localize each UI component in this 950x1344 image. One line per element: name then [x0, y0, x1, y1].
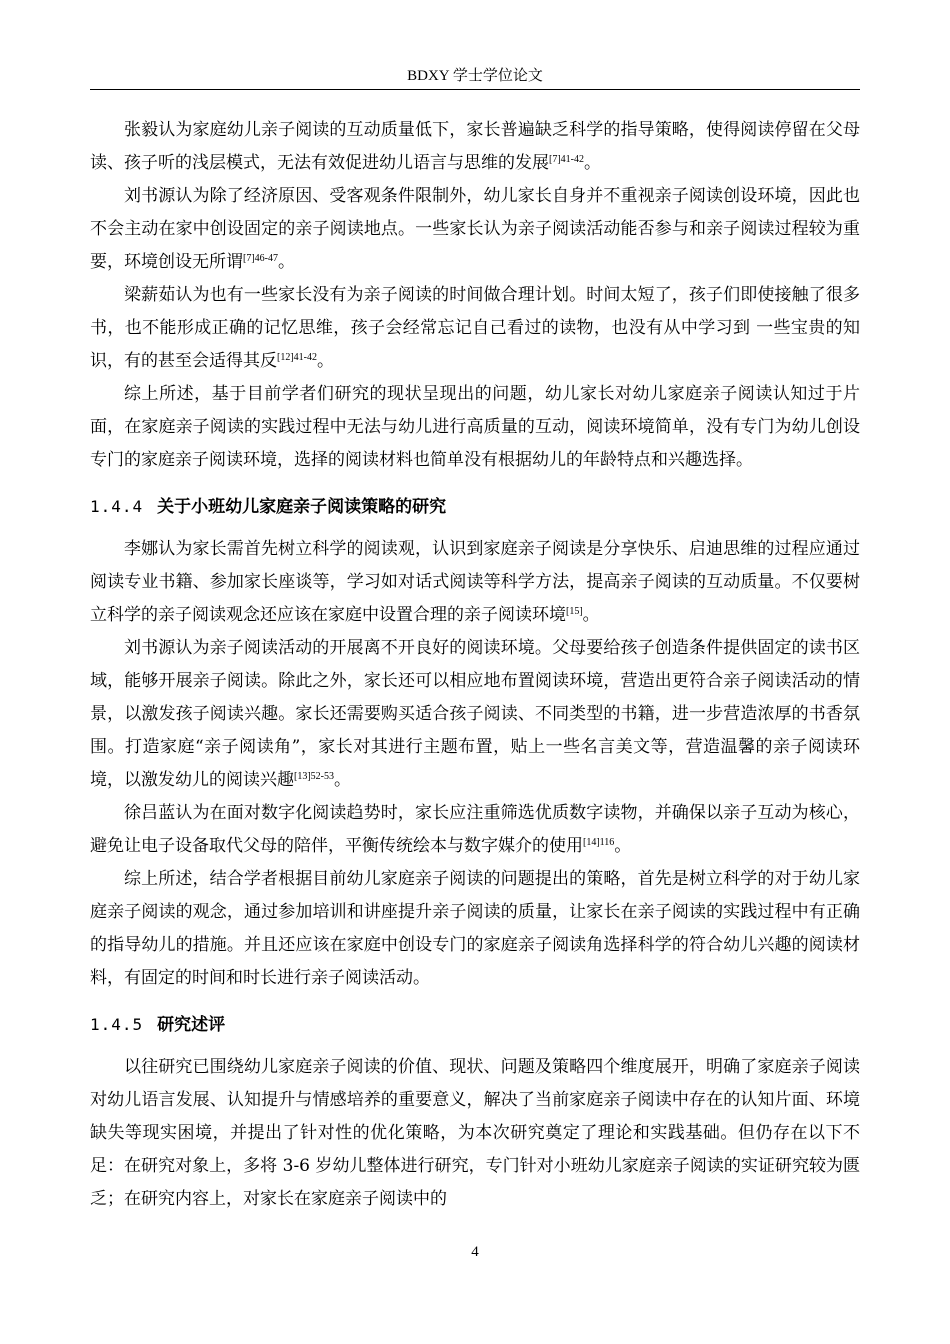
section-title: 研究述评: [157, 1015, 226, 1035]
paragraph-li-na: [90, 533, 860, 632]
paragraph-liu-shuyuan-environment: [90, 180, 860, 279]
running-header: BDXY 学士学位论文: [407, 68, 543, 84]
citation: [12]41-42: [277, 352, 317, 363]
paragraph-liang-xinru: [90, 279, 860, 378]
page-number: 4: [471, 1244, 479, 1260]
page-body: [90, 114, 860, 1216]
paragraph-summary-strategies: 综上所述，结合学者根据目前幼儿家庭亲子阅读的问题提出的策略，首先是树立科学的对于幼儿家庭亲子阅读的观念，通过参加培训和讲座提升亲子阅读的质量，让家长在亲子阅读的实践过程中有正确的指导幼儿的措施。并且还应该在家庭中创设专门的家庭亲子阅读角选择科学的符合幼儿兴趣的阅读材料，有固定的时间和时长进行亲子阅读活动。: [90, 869, 860, 988]
paragraph-text: 刘书源认为亲子阅读活动的开展离不开良好的阅读环境。父母要给孩子创造条件提供固定的读书区域，能够开展亲子阅读。除此之外，家长还可以相应地布置阅读环境，营造出更符合亲子阅读活动的情景，以激发孩子阅读兴趣。家长还需要购买适合孩子阅读、不同类型的书籍，进一步营造浓厚的书香氛围。打造家庭“亲子阅读角”，家长对其进行主题布置，贴上一些名言美文等，营造温馨的亲子阅读环境，以激发幼儿的阅读兴趣: [90, 638, 860, 790]
paragraph-xu-lvlan: [90, 797, 860, 863]
citation: [14]116: [583, 837, 615, 848]
paragraph-end: 。: [317, 351, 334, 371]
paragraph-research-review: 以往研究已围绕幼儿家庭亲子阅读的价值、现状、问题及策略四个维度展开，明确了家庭亲子阅读对幼儿语言发展、认知提升与情感培养的重要意义，解决了当前家庭亲子阅读中存在的认知片面、环境缺失等现实困境，并提出了针对性的优化策略，为本次研究奠定了理论和实践基础。但仍存在以下不足：在研究对象上，多将 3-6 岁幼儿整体进行研究，专门针对小班幼儿家庭亲子阅读的实证研究较为匮乏；在研究内容上，对家长在家庭亲子阅读中的: [90, 1057, 860, 1209]
paragraph-zhang-yi: [90, 114, 860, 180]
paragraph-text: 刘书源认为除了经济原因、受客观条件限制外，幼儿家长自身并不重视亲子阅读创设环境，因此也不会主动在家中创设固定的亲子阅读地点。一些家长认为亲子阅读活动能否参与和亲子阅读过程较为重要，环境创设无所谓: [90, 186, 860, 272]
citation: [7]41-42: [549, 154, 584, 165]
paragraph-end: 。: [614, 836, 632, 856]
paragraph-text: 梁薪茹认为也有一些家长没有为亲子阅读的时间做合理计划。时间太短了，孩子们即使接触了很多书，也不能形成正确的记忆思维，孩子会经常忘记自己看过的读物，也没有从中学习到 一些宝贵的知识，有的甚至会适得其反: [90, 285, 860, 371]
section-number: 1.4.4: [90, 497, 144, 516]
section-number: 1.4.5: [90, 1015, 144, 1034]
paragraph-text: 张毅认为家庭幼儿亲子阅读的互动质量低下，家长普遍缺乏科学的指导策略，使得阅读停留在父母读、孩子听的浅层模式，无法有效促进幼儿语言与思维的发展: [90, 120, 860, 173]
paragraph-end: 。: [584, 153, 601, 173]
citation: [7]46-47: [243, 253, 278, 264]
paragraph-end: 。: [582, 605, 600, 625]
paragraph-end: 。: [278, 252, 295, 272]
paragraph-text: 李娜认为家长需首先树立科学的阅读观，认识到家庭亲子阅读是分享快乐、启迪思维的过程应通过阅读专业书籍、参加家长座谈等，学习如对话式阅读等科学方法，提高亲子阅读的互动质量。不仅要树立科学的亲子阅读观念还应该在家庭中设置合理的亲子阅读环境: [90, 539, 860, 625]
section-heading-1-4-4: [90, 490, 860, 524]
paragraph-summary-problems: 综上所述，基于目前学者们研究的现状呈现出的问题，幼儿家长对幼儿家庭亲子阅读认知过于片面，在家庭亲子阅读的实践过程中无法与幼儿进行高质量的互动，阅读环境简单，没有专门为幼儿创设专门的家庭亲子阅读环境，选择的阅读材料也简单没有根据幼儿的年龄特点和兴趣选择。: [90, 384, 860, 470]
paragraph-end: 。: [334, 770, 351, 790]
paragraph-text: 徐吕蓝认为在面对数字化阅读趋势时，家长应注重筛选优质数字读物，并确保以亲子互动为核心，避免让电子设备取代父母的陪伴，平衡传统绘本与数字媒介的使用: [90, 803, 860, 856]
section-title: 关于小班幼儿家庭亲子阅读策略的研究: [157, 497, 447, 517]
citation: [13]52-53: [294, 771, 334, 782]
paragraph-liu-shuyuan-strategy: [90, 632, 860, 797]
section-heading-1-4-5: [90, 1008, 860, 1042]
citation: [15]: [566, 606, 583, 617]
header-rule: [90, 89, 860, 90]
